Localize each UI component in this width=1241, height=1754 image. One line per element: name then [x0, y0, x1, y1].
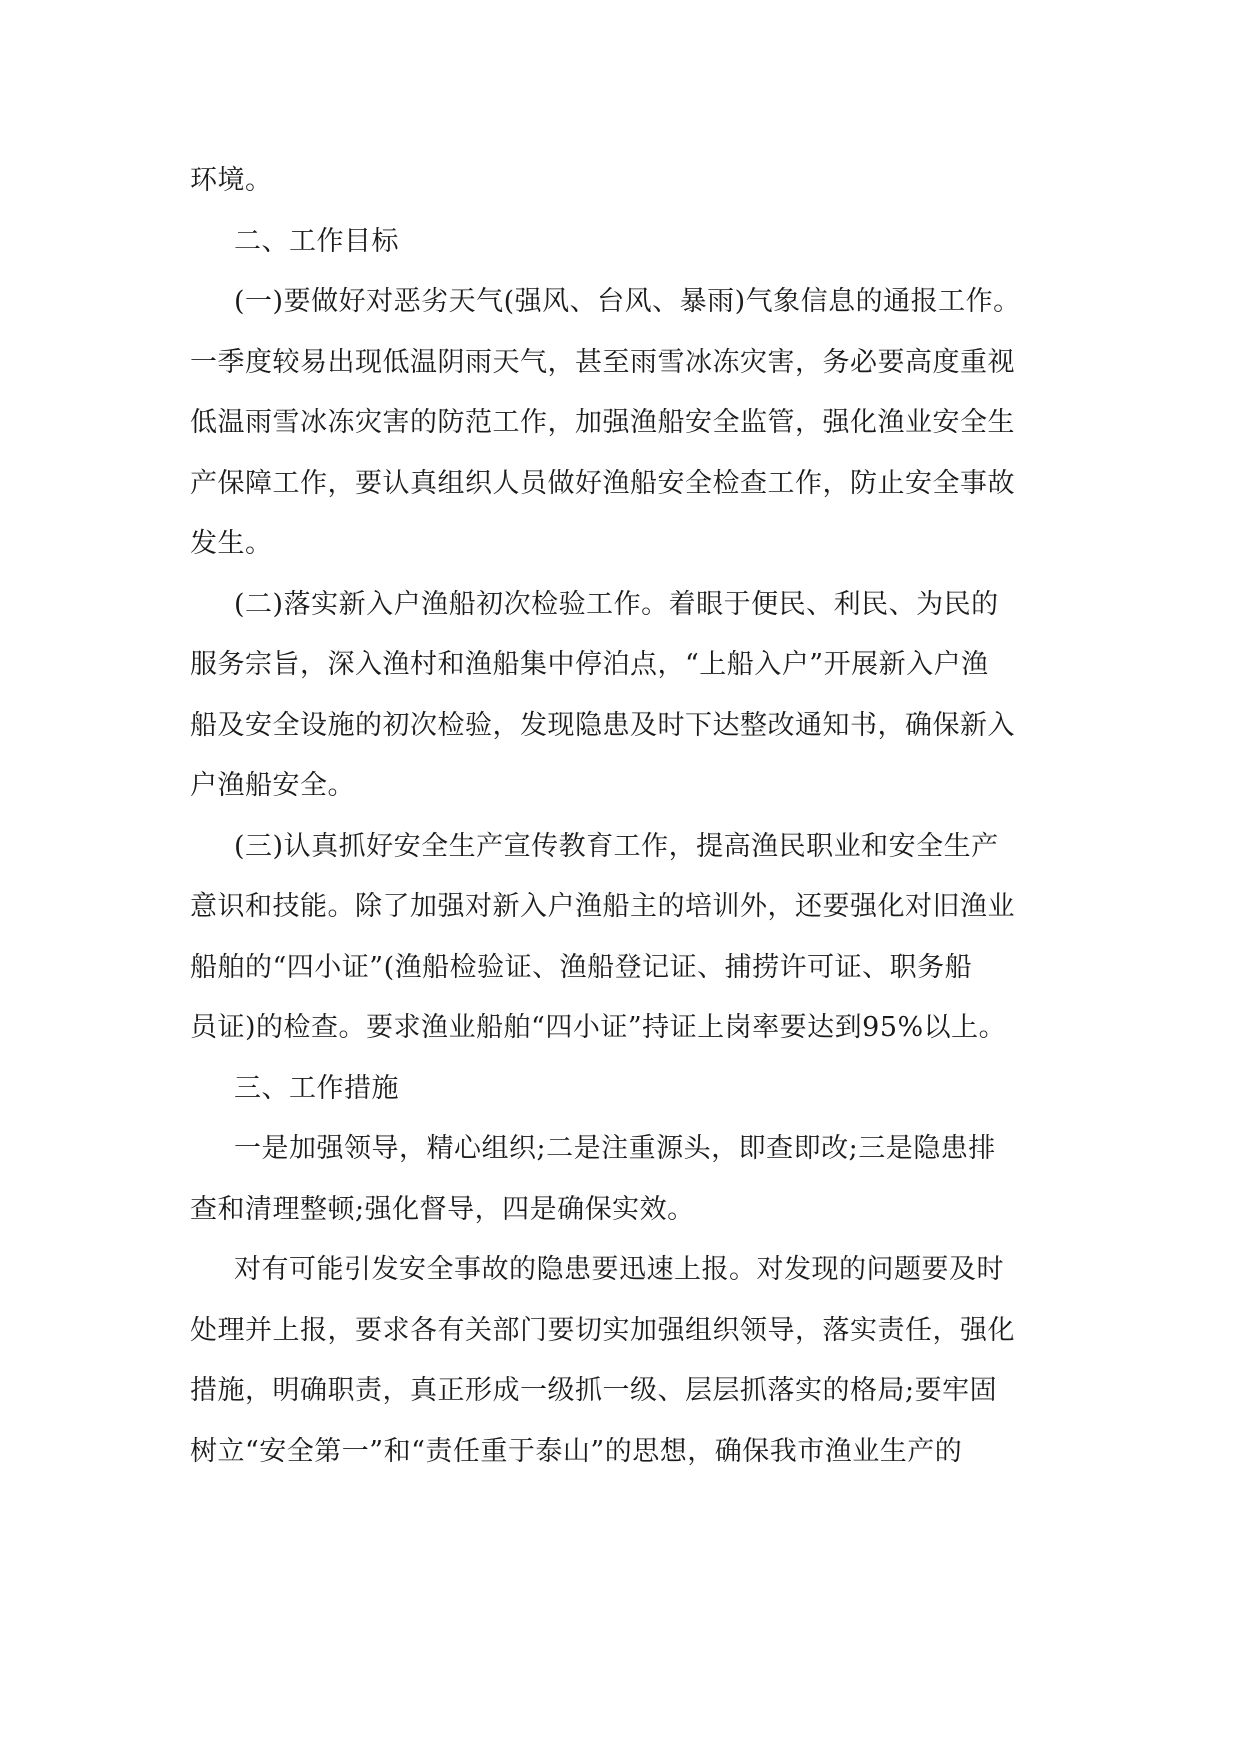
text-line: (一)要做好对恶劣天气(强风、台风、暴雨)气象信息的通报工作。 [234, 286, 1021, 317]
text-line: 环境。 [190, 165, 273, 196]
text-line: 产保障工作，要认真组织人员做好渔船安全检查工作，防止安全事故 [190, 467, 1015, 499]
text-line: 一季度较易出现低温阴雨天气，甚至雨雪冰冻灾害，务必要高度重视 [190, 346, 1015, 378]
text-line: 树立“安全第一”和“责任重于泰山”的思想，确保我市渔业生产的 [190, 1435, 963, 1467]
text-line: 低温雨雪冰冻灾害的防范工作，加强渔船安全监管，强化渔业安全生 [190, 407, 1015, 438]
text-line: 户渔船安全。 [190, 770, 355, 801]
text-line: 措施，明确职责，真正形成一级抓一级、层层抓落实的格局;要牢固 [190, 1375, 998, 1406]
text-line: 船舶的“四小证”(渔船检验证、渔船登记证、捕捞许可证、职务船 [190, 951, 973, 983]
text-line: 处理并上报，要求各有关部门要切实加强组织领导，落实责任，强化 [190, 1314, 1015, 1346]
text-line: 对有可能引发安全事故的隐患要迅速上报。对发现的问题要及时 [234, 1254, 1004, 1285]
section-heading-goals: 二、工作目标 [234, 225, 399, 257]
text-line: (三)认真抓好安全生产宣传教育工作，提高渔民职业和安全生产 [234, 830, 999, 862]
text-line: 船及安全设施的初次检验，发现隐患及时下达整改通知书，确保新入 [190, 709, 1015, 741]
text-line: 意识和技能。除了加强对新入户渔船主的培训外，还要强化对旧渔业 [190, 891, 1015, 922]
text-line: 服务宗旨，深入渔村和渔船集中停泊点，“上船入户”开展新入户渔 [190, 649, 989, 680]
text-line: 发生。 [190, 528, 273, 559]
section-heading-measures: 三、工作措施 [234, 1072, 399, 1104]
text-line: 员证)的检查。要求渔业船舶“四小证”持证上岗率要达到95%以上。 [190, 1012, 1007, 1043]
text-line: 一是加强领导，精心组织;二是注重源头，即查即改;三是隐患排 [234, 1133, 996, 1164]
text-line: 查和清理整顿;强化督导，四是确保实效。 [190, 1193, 695, 1225]
document-body [190, 151, 1056, 1482]
text-line: (二)落实新入户渔船初次检验工作。着眼于便民、利民、为民的 [234, 588, 999, 620]
